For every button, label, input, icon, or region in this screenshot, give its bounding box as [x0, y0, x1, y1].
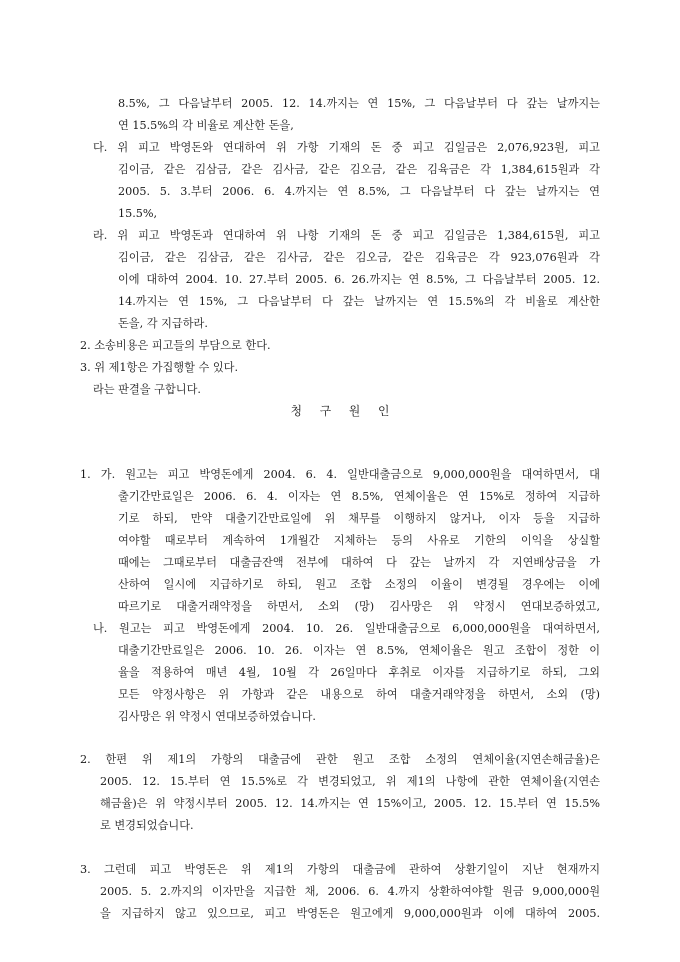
- text-line: 나. 원고는 피고 박영돈에게 2004. 10. 26. 일반대출금으로 6,000,000원을 대여하면서,: [93, 622, 600, 635]
- text-line: 2005. 5. 2.까지의 이자만을 지급한 채, 2006. 6. 4.까지 상환하여야할 원금 9,000,000원: [100, 885, 600, 898]
- section-title: 청 구 원 인: [290, 404, 390, 418]
- text-line: 여야할 때로부터 계속하여 1개월간 지체하는 등의 사유로 기한의 이익을 상실할: [118, 534, 600, 547]
- text-line: 산하여 일시에 지급하기로 하되, 원고 조합 소정의 이율이 변경될 경우에는 이에: [118, 578, 600, 591]
- text-line: 2005. 5. 3.부터 2006. 6. 4.까지는 연 8.5%, 그 다음날부터 다 갚는 날까지는 연: [118, 185, 600, 198]
- text-line: 다. 위 피고 박영돈와 연대하여 위 가항 기재의 돈 중 피고 김일금은 2,076,923원, 피고: [93, 141, 600, 154]
- text-line: 모든 약정사항은 위 가항과 같은 내용으로 하여 대출거래약정을 하면서, 소외 (망): [118, 688, 600, 701]
- text-line: 2005. 12. 15.부터 연 15.5%로 각 변경되었고, 위 제1의 나항에 관한 연체이율(지연손: [100, 775, 600, 788]
- text-line: 8.5%, 그 다음날부터 2005. 12. 14.까지는 연 15%, 그 다음날부터 다 갚는 날까지는: [118, 97, 600, 110]
- text-line: 1. 가. 원고는 피고 박영돈에게 2004. 6. 4. 일반대출금으로 9,000,000원을 대여하면서, 대: [80, 468, 600, 481]
- text-line: 2. 한편 위 제1의 가항의 대출금에 관한 원고 조합 소정의 연체이율(지연손해금율)은: [80, 753, 600, 766]
- text-line: 때에는 그때로부터 대출금잔액 전부에 대하여 다 갚는 날까지 각 지연배상금을 가: [118, 556, 600, 569]
- text-line: 15.5%,: [118, 207, 158, 220]
- text-line: 3. 위 제1항은 가집행할 수 있다.: [80, 361, 239, 374]
- text-line: 연 15.5%의 각 비율로 계산한 돈을,: [118, 119, 294, 132]
- text-line: 대출기간만료일은 2006. 10. 26. 이자는 연 8.5%, 연체이율은 원고 조합이 정한 이: [118, 644, 600, 657]
- text-line: 율을 적용하여 매년 4월, 10월 각 26일마다 후취로 이자를 지급하기로 하되, 그외: [118, 666, 600, 679]
- text-line: 기로 하되, 만약 대출기간만료일에 위 채무를 이행하지 않거나, 이자 등을 지급하: [118, 512, 600, 525]
- text-line: 김이금, 같은 김삼금, 같은 김사금, 같은 김오금, 같은 김육금은 각 1,384,615원과 각: [118, 163, 600, 176]
- text-line: 출기간만료일은 2006. 6. 4. 이자는 연 8.5%, 연체이율은 연 15%로 정하여 지급하: [118, 490, 600, 503]
- text-line: 을 지급하지 않고 있으므로, 피고 박영돈은 원고에게 9,000,000원과 이에 대하여 2005.: [100, 907, 600, 920]
- text-line: 라. 위 피고 박영돈과 연대하여 위 나항 기재의 돈 중 피고 김일금은 1,384,615원, 피고: [93, 229, 600, 242]
- text-line: 이에 대하여 2004. 10. 27.부터 2005. 6. 26.까지는 연 8.5%, 그 다음날부터 2005. 12.: [118, 273, 600, 286]
- text-line: 돈을, 각 지급하라.: [118, 317, 208, 330]
- text-line: 김사망은 위 약정시 연대보증하였습니다.: [118, 710, 316, 723]
- text-line: 김이금, 같은 김삼금, 같은 김사금, 같은 김오금, 같은 김육금은 각 923,076원과 각: [118, 251, 600, 264]
- text-line: 2. 소송비용은 피고들의 부담으로 한다.: [80, 339, 271, 352]
- text-line: 따르기로 대출거래약정을 하면서, 소외 (망) 김사망은 위 약정시 연대보증하였고,: [118, 600, 600, 613]
- text-line: 14.까지는 연 15%, 그 다음날부터 다 갚는 날까지는 연 15.5%의 각 비율로 계산한: [118, 295, 600, 308]
- text-line: 로 변경되었습니다.: [100, 819, 194, 832]
- text-line: 라는 판결을 구합니다.: [93, 383, 201, 396]
- text-line: 3. 그런데 피고 박영돈은 위 제1의 가항의 대출금에 관하여 상환기일이 지난 현재까지: [80, 863, 600, 876]
- text-line: 해금율)은 위 약정시부터 2005. 12. 14.까지는 연 15%이고, 2005. 12. 15.부터 연 15.5%: [100, 797, 600, 810]
